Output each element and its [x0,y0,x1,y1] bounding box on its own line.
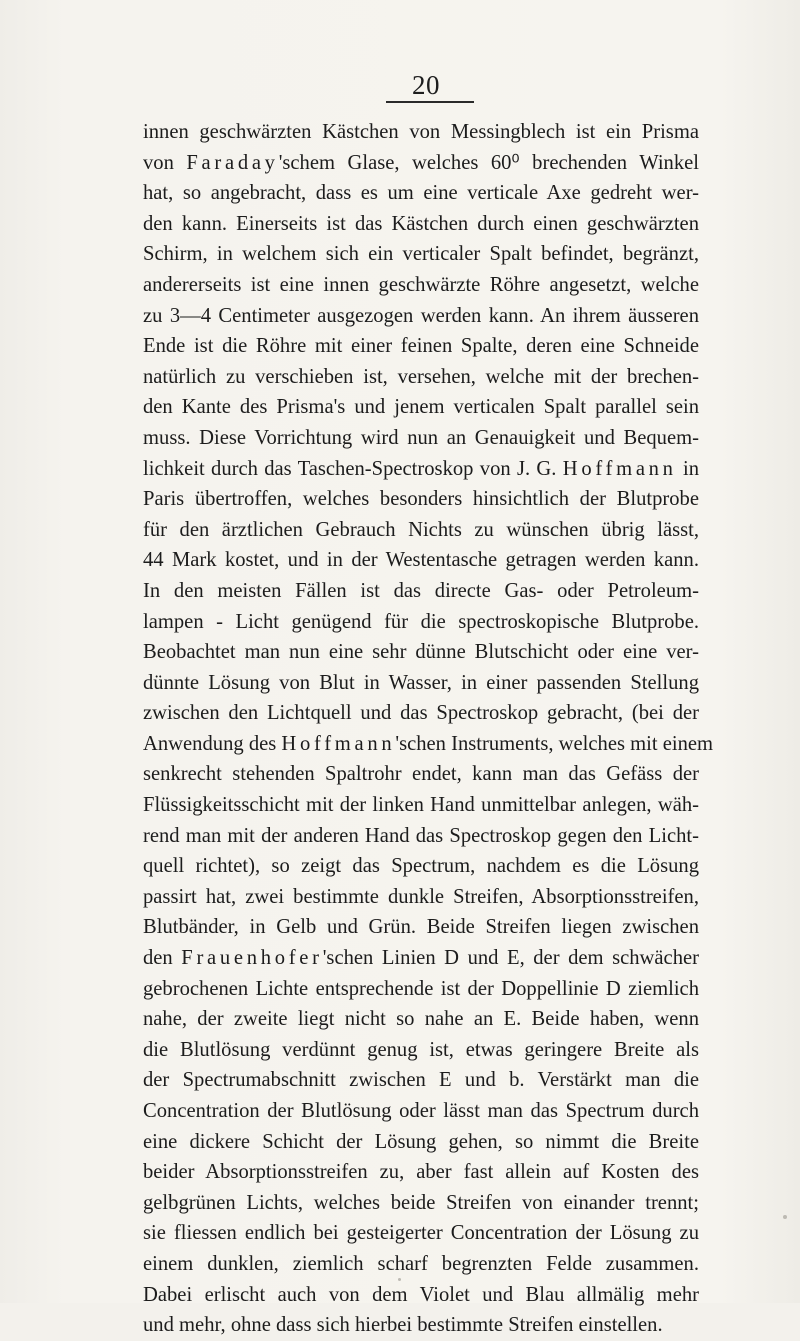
text-line [143,148,699,179]
scan-speck [783,1215,787,1219]
text-line: einem dunklen, ziemlich scharf begrenzten Felde zusammen. [143,1252,699,1275]
text-line: innen geschwärzten Kästchen von Messingblech ist ein Prisma [143,121,699,143]
text-line: Ende ist die Röhre mit einer feinen Spalte, deren eine Schneide [143,335,699,358]
text-line: Schirm, in welchem sich ein verticaler Spalt befindet, begränzt, [143,243,699,266]
text-run: 'schen Instruments, welches mit einem [395,732,714,755]
text-line: der Spectrumabschnitt zwischen E und b. Verstärkt man die [143,1069,699,1092]
text-line: Blutbänder, in Gelb und Grün. Beide Streifen liegen zwischen [143,916,699,939]
text-line: beider Absorptionsstreifen zu, aber fast allein auf Kosten des [143,1161,699,1184]
text-line: gelbgrünen Lichts, welches beide Streifen von einander trennt; [143,1191,699,1214]
spaced-name: Hoffmann [281,732,396,755]
text-line: nahe, der zweite liegt nicht so nahe an E. Beide haben, wenn [143,1008,699,1031]
text-line: gebrochenen Lichte entsprechende ist der Doppellinie D ziemlich [143,977,699,1000]
text-line [143,943,699,974]
text-run: Anwendung des [143,732,282,755]
text-line: lampen - Licht genügend für die spectroskopische Blutprobe. [143,610,699,633]
text-line: dünnte Lösung von Blut in Wasser, in einer passenden Stellung [143,671,699,694]
text-line: Beobachtet man nun eine sehr dünne Blutschicht oder eine ver- [143,641,699,664]
spaced-name: Faraday [186,151,279,174]
text-line [143,454,699,485]
text-line: den Kante des Prisma's und jenem verticalen Spalt parallel sein [143,396,699,419]
text-run: 'schem Glase, welches 60⁰ brechenden Winkel [278,151,699,174]
text-line: und mehr, ohne dass sich hierbei bestimmte Streifen einstellen. [143,1314,663,1337]
page-number-rule [386,101,474,103]
text-line: Concentration der Blutlösung oder lässt man das Spectrum durch [143,1100,699,1122]
page-number: 20 [412,70,440,100]
text-line: zu 3—4 Centimeter ausgezogen werden kann. An ihrem äusseren [143,304,699,327]
text-line: Flüssigkeitsschicht mit der linken Hand unmittelbar anlegen, wäh- [143,794,699,817]
text-line: In den meisten Fällen ist das directe Gas- oder Petroleum- [143,579,699,602]
text-line: für den ärztlichen Gebrauch Nichts zu wünschen übrig lässt, [143,518,699,541]
text-run: in [676,457,700,480]
spaced-name: Hoffmann [562,457,677,480]
text-line: passirt hat, zwei bestimmte dunkle Streifen, Absorptionsstreifen, [143,885,699,908]
text-line [143,729,714,760]
text-line: 44 Mark kostet, und in der Westentasche getragen werden kann. [143,549,699,572]
text-line: muss. Diese Vorrichtung wird nun an Genauigkeit und Bequem- [143,426,699,449]
text-line: hat, so angebracht, dass es um eine verticale Axe gedreht wer- [143,182,699,205]
body-paragraph [143,117,714,1341]
text-run: von [143,151,187,174]
text-line: senkrecht stehenden Spaltrohr endet, kann man das Gefäss der [143,763,699,786]
text-line: rend man mit der anderen Hand das Spectroskop gegen den Licht- [143,824,699,847]
text-line: quell richtet), so zeigt das Spectrum, nachdem es die Lösung [143,855,699,878]
text-run: den [143,947,182,970]
text-run: lichkeit durch das Taschen-Spectroskop von J. G. [143,457,563,480]
text-line: zwischen den Lichtquell und das Spectroskop gebracht, (bei der [143,702,699,725]
text-line: natürlich zu verschieben ist, versehen, welche mit der brechen- [143,365,699,388]
text-line: eine dickere Schicht der Lösung gehen, so nimmt die Breite [143,1130,699,1153]
text-line: die Blutlösung verdünnt genug ist, etwas geringere Breite als [143,1038,699,1061]
text-line: den kann. Einerseits ist das Kästchen durch einen geschwärzten [143,212,699,235]
text-run: 'schen Linien D und E, der dem schwächer [322,947,699,970]
text-line: sie fliessen endlich bei gesteigerter Concentration der Lösung zu [143,1222,699,1245]
text-line: Paris übertroffen, welches besonders hinsichtlich der Blutprobe [143,488,699,511]
text-line: Dabei erlischt auch von dem Violet und Blau allmälig mehr [143,1283,699,1306]
scan-speck [398,1278,401,1281]
spaced-name: Frauenhofer [181,947,323,970]
text-line: andererseits ist eine innen geschwärzte Röhre angesetzt, welche [143,273,699,296]
